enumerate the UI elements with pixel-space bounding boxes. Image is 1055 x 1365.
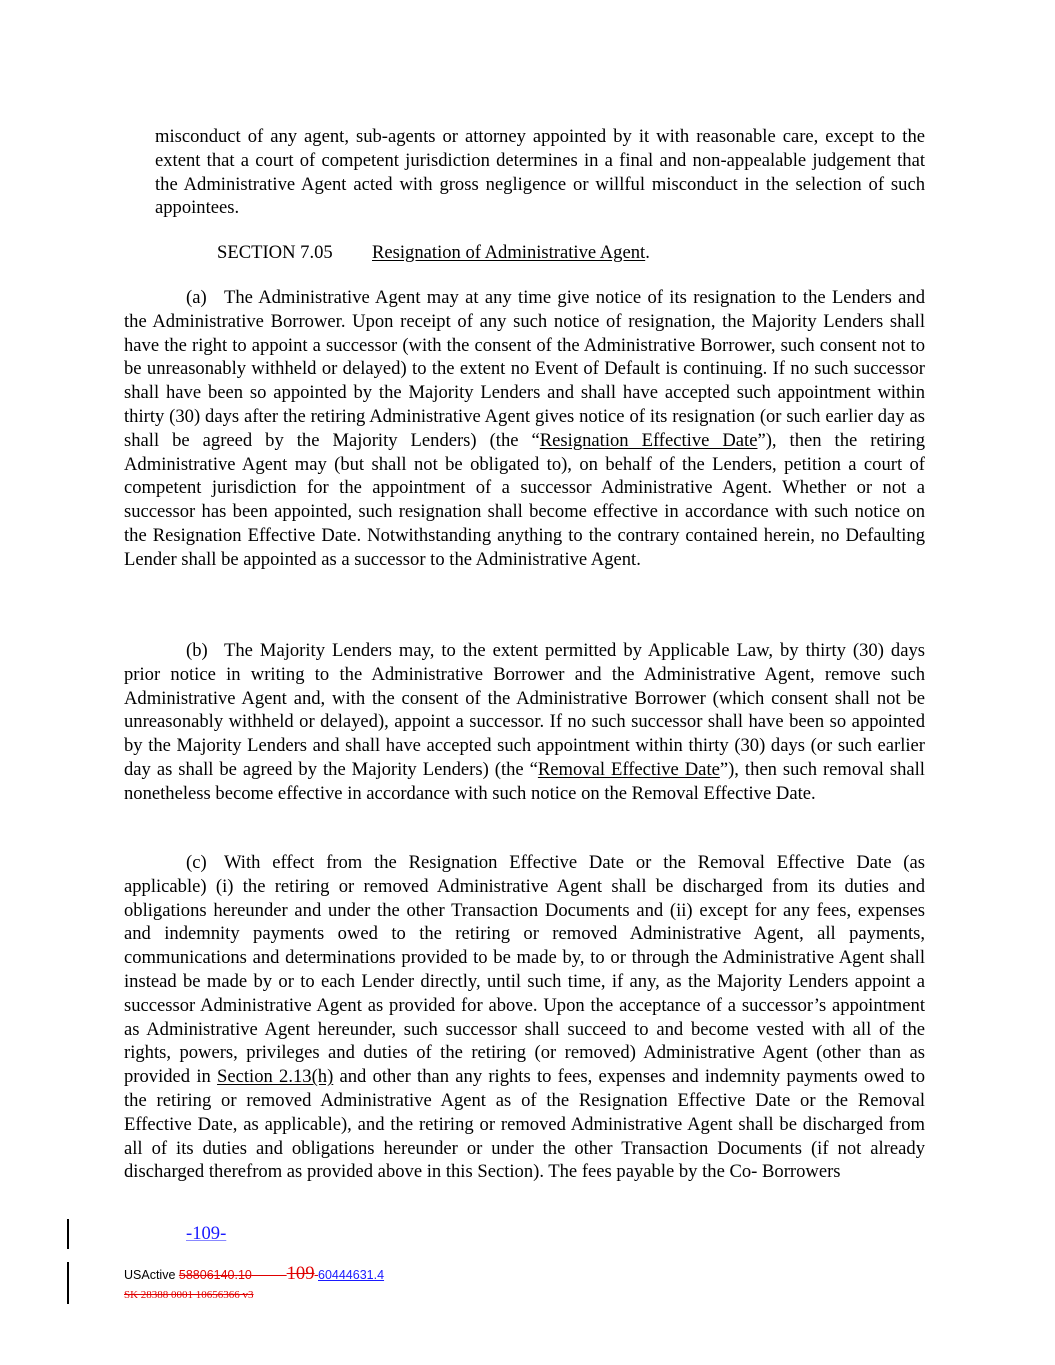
footer-inserted-id: 60444631.4 [318, 1268, 385, 1282]
section-title-period: . [645, 242, 650, 263]
footer-strike-spacer [252, 1268, 287, 1282]
paragraph-a-text-1: The Administrative Agent may at any time give notice of its resignation to the Lenders and the Administrative Borrower. Upon receipt of any such notice of resignation, the Majority Lenders shall have the right to appoint a successor (with the consent of the Administrative Borrower, such consent not to be unreasonably withheld or delayed) to the extent no Event of Default is continuing. If no such successor shall have been so appointed by the Majority Lenders and shall have accepted such appointment within thirty (30) days after the retiring Administrative Agent gives notice of its resignation (or such earlier day as shall be agreed by the Majority Lenders) (the “ [124, 287, 925, 451]
intro-paragraph: misconduct of any agent, sub-agents or attorney appointed by it with reasonable care, except to the extent that a court of competent jurisdiction determines in a final and non-appealable judgement that the Administrative Agent acted with gross negligence or willful misconduct in the selection of such appointees. [155, 126, 925, 219]
paragraph-a [124, 286, 925, 572]
paragraph-b-text-2: ”), then such removal shall nonetheless become effective in accordance with such notice on the Removal Effective Date. [124, 758, 925, 804]
change-bar-top [67, 1219, 69, 1249]
paragraph-c-label: (c) [186, 852, 207, 873]
paragraph-b [124, 639, 925, 806]
paragraph-c-text-2: and other than any rights to fees, expenses and indemnity payments owed to the retiring or removed Administrative Agent as of the Resignation Effective Date or the Removal Effective Date, as applicable), and the retiring or removed Administrative Agent shall be discharged from all of its duties and obligations hereunder or under the other Transaction Documents (if not already discharged therefrom as provided above in this Section). The fees payable by the Co- Borrowers [124, 1066, 925, 1183]
paragraph-a-label: (a) [186, 287, 207, 308]
footer-deleted-line: SK 28388 0001 10656366 v3 [124, 1289, 254, 1301]
change-bar-bottom [67, 1262, 69, 1304]
page-number: -109- [186, 1223, 227, 1244]
paragraph-a-text-2: ”), then the retiring Administrative Agent may (but shall not be obligated to), on behalf of the Lenders, petition a court of competent jurisdiction for the appointment of a successor Administrative Agent. Whether or not a successor has been appointed, such resignation shall become effective in accordance with such notice on the Resignation Effective Date. Notwithstanding anything to the contrary contained herein, no Defaulting Lender shall be appointed as a successor to the Administrative Agent. [124, 429, 925, 570]
footer-doc-id [124, 1263, 385, 1284]
footer-prefix: USActive [124, 1268, 179, 1282]
paragraph-c-text-1: With effect from the Resignation Effective Date or the Removal Effective Date (as applicable) (i) the retiring or removed Administrative Agent shall be discharged from its duties and obligations hereunder and under the other Transaction Documents and (ii) except for any fees, expenses and indemnity payments owed to the retiring or removed Administrative Agent, all payments, communications and determinations provided to be made by, to or through the Administrative Agent shall instead be made by or to each Lender directly, until such time, if any, as the Majority Lenders appoint a successor Administrative Agent as provided for above. Upon the acceptance of a successor’s appointment as Administrative Agent hereunder, such successor shall succeed to and become vested with all of the rights, powers, privileges and duties of the retiring (or removed) Administrative Agent (other than as provided in [124, 852, 925, 1088]
section-number: SECTION 7.05 [217, 242, 333, 263]
paragraph-c [124, 851, 925, 1184]
paragraph-b-label: (b) [186, 640, 208, 661]
footer-deleted-id: 58806140.10 [178, 1268, 252, 1282]
section-reference-link[interactable]: Section 2.13(h) [217, 1066, 334, 1088]
section-title: Resignation of Administrative Agent [372, 242, 646, 263]
defined-term-resignation-effective-date: Resignation Effective Date [539, 429, 758, 451]
section-heading [217, 241, 650, 264]
defined-term-removal-effective-date: Removal Effective Date [537, 758, 720, 780]
footer-deleted-page: 109 [286, 1263, 315, 1284]
paragraph-b-text-1: The Majority Lenders may, to the extent permitted by Applicable Law, by thirty (30) days prior notice in writing to the Administrative Borrower and the Administrative Agent, remove such Administrative Agent and, with the consent of the Administrative Borrower (which consent shall not be unreasonably withheld or delayed), appoint a successor. If no such successor shall have been so appointed by the Majority Lenders and shall have accepted such appointment within thirty (30) days (or such earlier day as shall be agreed by the Majority Lenders) (the “ [124, 640, 925, 780]
